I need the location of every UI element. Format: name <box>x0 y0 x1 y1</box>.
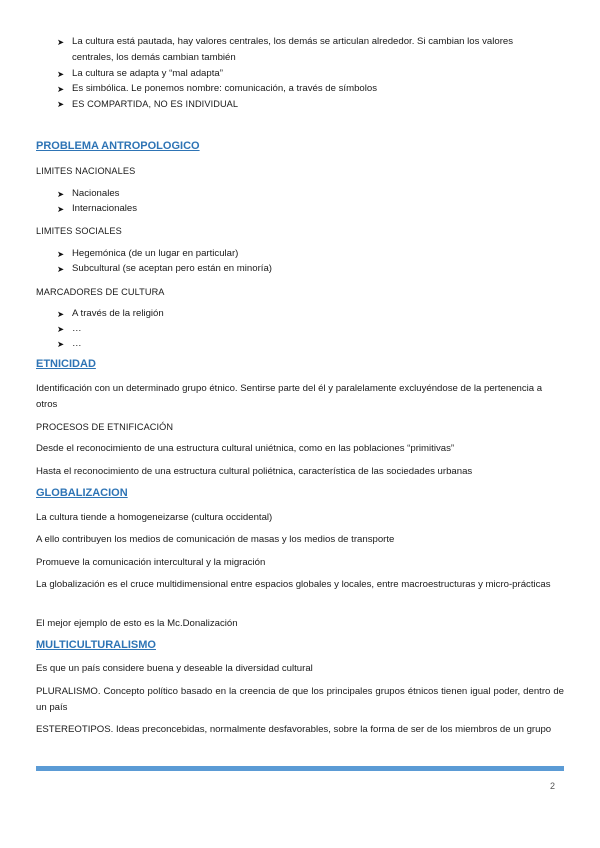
arrow-bullet-icon: ➤ <box>57 309 65 319</box>
list-item <box>57 186 557 202</box>
paragraph: La cultura tiende a homogeneizarse (cultura occidental) <box>36 512 273 523</box>
list-item <box>57 336 557 352</box>
bullet-text: ES COMPARTIDA, NO ES INDIVIDUAL <box>72 99 239 109</box>
arrow-bullet-icon: ➤ <box>57 37 65 47</box>
paragraph: ESTEREOTIPOS. Ideas preconcebidas, normalmente desfavorables, sobre la forma de ser de los miembros de un grupo <box>36 724 552 735</box>
arrow-bullet-icon: ➤ <box>57 339 65 349</box>
page-number: 2 <box>550 781 556 791</box>
arrow-bullet-icon: ➤ <box>57 84 65 94</box>
list-item <box>57 306 557 322</box>
list-item <box>57 201 557 217</box>
bullet-text: Subcultural (se aceptan pero están en minoría) <box>72 263 272 274</box>
paragraph: La globalización es el cruce multidimensional entre espacios globales y locales, entre macroestructuras y micro-prácticas <box>36 579 551 590</box>
bullet-text: Internacionales <box>72 203 138 214</box>
list-item <box>57 261 557 277</box>
paragraph: Desde el reconocimiento de una estructura cultural uniétnica, como en las poblaciones “primitivas” <box>36 443 455 454</box>
paragraph: PLURALISMO. Concepto político basado en la creencia de que los principales grupos étnicos tienen igual poder, dentro de un país <box>36 686 564 713</box>
bullet-text: La cultura está pautada, hay valores centrales, los demás se articulan alrededor. Si cambian los valores centrales, los demás cambian también <box>72 36 514 63</box>
arrow-bullet-icon: ➤ <box>57 324 65 334</box>
section-heading-globalizacion: GLOBALIZACION <box>36 487 128 499</box>
list-item <box>57 81 557 97</box>
list-item <box>57 66 557 82</box>
arrow-bullet-icon: ➤ <box>57 99 65 109</box>
label-limites-sociales: LIMITES SOCIALES <box>36 226 122 236</box>
bullet-text: Es simbólica. Le ponemos nombre: comunicación, a través de símbolos <box>72 83 378 94</box>
label-limites-nacionales: LIMITES NACIONALES <box>36 166 136 176</box>
bullet-text: … <box>72 323 82 334</box>
label-procesos: PROCESOS DE ETNIFICACIÓN <box>36 422 174 432</box>
footer-rule <box>36 766 564 771</box>
paragraph: Es que un país considere buena y deseable la diversidad cultural <box>36 663 313 674</box>
arrow-bullet-icon: ➤ <box>57 189 65 199</box>
bullet-text: Nacionales <box>72 188 120 199</box>
section-heading-multiculturalismo: MULTICULTURALISMO <box>36 639 156 651</box>
section-heading-etnicidad: ETNICIDAD <box>36 358 96 370</box>
bullet-text: A través de la religión <box>72 308 164 319</box>
list-item <box>57 96 557 112</box>
list-item <box>57 34 557 66</box>
paragraph: Promueve la comunicación intercultural y la migración <box>36 557 266 568</box>
section-heading-problema: PROBLEMA ANTROPOLOGICO <box>36 140 200 152</box>
arrow-bullet-icon: ➤ <box>57 204 65 214</box>
bullet-text: La cultura se adapta y “mal adapta” <box>72 68 223 79</box>
arrow-bullet-icon: ➤ <box>57 264 65 274</box>
paragraph: El mejor ejemplo de esto es la Mc.Donalización <box>36 618 238 629</box>
arrow-bullet-icon: ➤ <box>57 249 65 259</box>
paragraph: Hasta el reconocimiento de una estructura cultural poliétnica, característica de las sociedades urbanas <box>36 466 473 477</box>
bullet-text: … <box>72 338 82 349</box>
arrow-bullet-icon: ➤ <box>57 69 65 79</box>
bullet-text: Hegemónica (de un lugar en particular) <box>72 248 239 259</box>
list-item <box>57 246 557 262</box>
label-marcadores: MARCADORES DE CULTURA <box>36 287 165 297</box>
paragraph: Identificación con un determinado grupo étnico. Sentirse parte del él y paralelamente excluyéndose de la pertenencia a otros <box>36 383 543 410</box>
list-item <box>57 321 557 337</box>
paragraph: A ello contribuyen los medios de comunicación de masas y los medios de transporte <box>36 534 395 545</box>
